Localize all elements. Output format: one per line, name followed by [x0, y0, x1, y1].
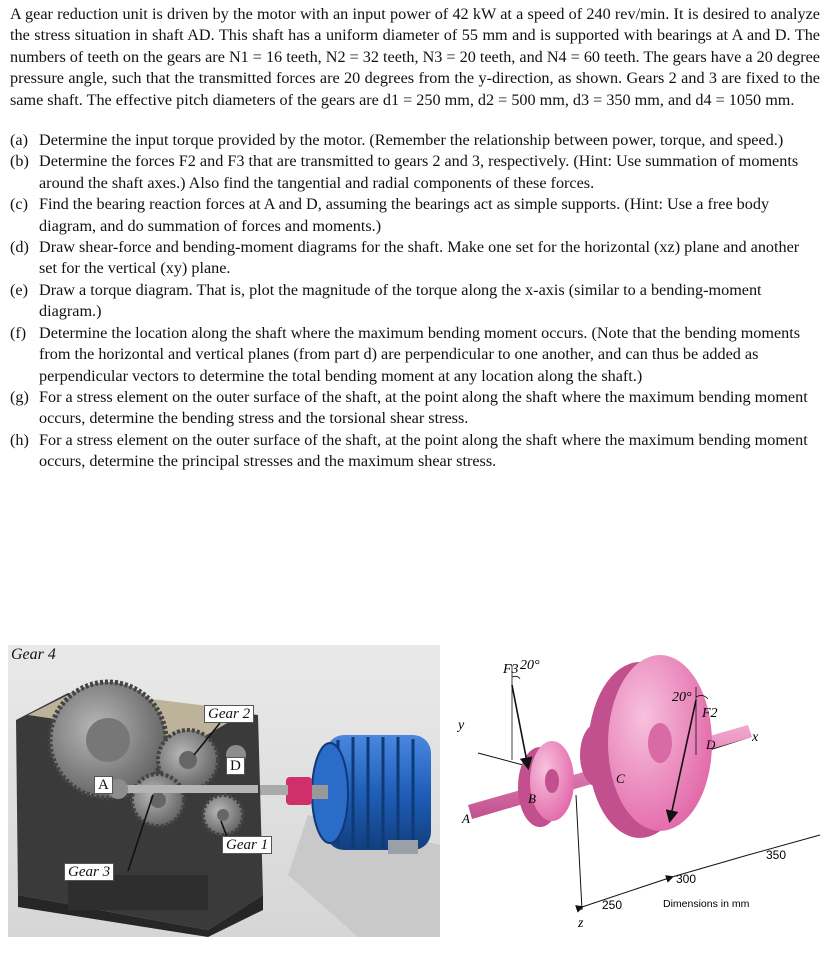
gear-3 [132, 774, 184, 826]
part-label: (e) [10, 280, 28, 299]
f3-label: F3 [503, 662, 519, 677]
gear-2-label: Gear 2 [204, 705, 254, 723]
diagram-point-b: B [528, 791, 536, 806]
part-text: Find the bearing reaction forces at A and D, assuming the bearings act as simple supports. (Hint: Use a free body diagram, and do summation of forces and moments.) [39, 195, 770, 235]
part-d [10, 237, 820, 280]
diagram-point-d: D [706, 737, 716, 752]
part-g [10, 387, 820, 430]
gear-large [588, 655, 712, 838]
part-text: Determine the input torque provided by the motor. (Remember the relationship between power, torque, and speed.) [39, 131, 784, 150]
diagram-point-a: A [462, 811, 470, 826]
point-d-label: D [226, 757, 245, 775]
dimension-lines [582, 835, 820, 907]
part-text: Draw a torque diagram. That is, plot the magnitude of the torque along the x-axis (similar to a bending-moment diagram.) [39, 280, 762, 321]
part-text: For a stress element on the outer surface of the shaft, at the point along the shaft where the maximum bending moment occurs, determine the bending stress and the torsional shear stress. [39, 387, 808, 428]
dimension-note: Dimensions in mm [663, 898, 750, 910]
part-text: For a stress element on the outer surface of the shaft, at the point along the shaft where the maximum bending moment occurs, determine the principal stresses and the maximum shear stress. [39, 430, 808, 471]
shaft-diagram [448, 645, 828, 937]
shaft-diagram-svg [448, 645, 828, 937]
part-text: Determine the forces F2 and F3 that are transmitted to gears 2 and 3, respectively. (Hint: Use summation of moments around the shaft axes.) Also find the tangential and radial components of these forces. [39, 152, 799, 192]
part-label: (h) [10, 430, 29, 449]
dim-300: 300 [676, 872, 697, 886]
part-e [10, 280, 820, 323]
part-label: (f) [10, 323, 27, 342]
force-f3 [512, 665, 528, 767]
gear-1 [203, 795, 243, 835]
dim-250: 250 [602, 898, 623, 912]
gear-3-label: Gear 3 [64, 863, 114, 881]
part-text: Draw shear-force and bending-moment diagrams for the shaft. Make one set for the horizontal (xz) plane and another set for the vertical (xy) plane. [39, 238, 800, 278]
gear-4-label: Gear 4 [11, 646, 56, 663]
gearbox-photo [8, 645, 440, 937]
axis-y-label: y [458, 718, 465, 733]
part-h [10, 430, 820, 473]
point-a-label: A [94, 776, 113, 794]
dim-350: 350 [766, 848, 787, 862]
f2-label: F2 [702, 706, 718, 721]
problem-intro: A gear reduction unit is driven by the motor with an input power of 42 kW at a speed of 240 rev/min. It is desired to analyze the stress situation in shaft AD. This shaft has a uniform diameter of 55 mm and is supported with bearings at A and D. The numbers of teeth on the gears are N1 = 16 teeth, N2 = 32 teeth, N3 = 20 teeth, and N4 = 60 teeth. The gears have a 20 degree pressure angle, such that the transmitted forces are 20 degrees from the y-direction, as shown. Gears 2 and 3 are fixed to the same shaft. The effective pitch diameters of the gears are d1 = 250 mm, d2 = 500 mm, d3 = 350 mm, and d4 = 1050 mm. [10, 5, 820, 109]
axis-z-label: z [578, 916, 584, 931]
part-label: (g) [10, 387, 29, 406]
part-label: (d) [10, 238, 29, 257]
f3-angle: 20° [520, 658, 540, 673]
problem-parts [10, 130, 820, 473]
part-label: (b) [10, 152, 29, 171]
part-c [10, 194, 820, 237]
problem-statement [10, 4, 820, 473]
input-shaft [258, 785, 288, 795]
part-label: (a) [10, 131, 28, 150]
motor [308, 735, 431, 854]
part-f [10, 323, 820, 387]
axis-x-label: x [752, 730, 759, 745]
part-label: (c) [10, 195, 28, 214]
gear-b [518, 741, 574, 827]
gearbox-illustration [8, 645, 440, 937]
part-b [10, 151, 820, 194]
part-a [10, 130, 820, 151]
part-text: Determine the location along the shaft where the maximum bending moment occurs. (Note that the bending moments from the horizontal and vertical planes (from part d) are perpendicular to one another, and can thus be added as perpendicular vectors to determine the total bending moment at any location along the shaft.) [39, 323, 801, 385]
f2-angle: 20° [672, 690, 692, 705]
gear-1-label: Gear 1 [222, 836, 272, 854]
diagram-point-c: C [616, 771, 625, 786]
coupling [286, 777, 312, 805]
